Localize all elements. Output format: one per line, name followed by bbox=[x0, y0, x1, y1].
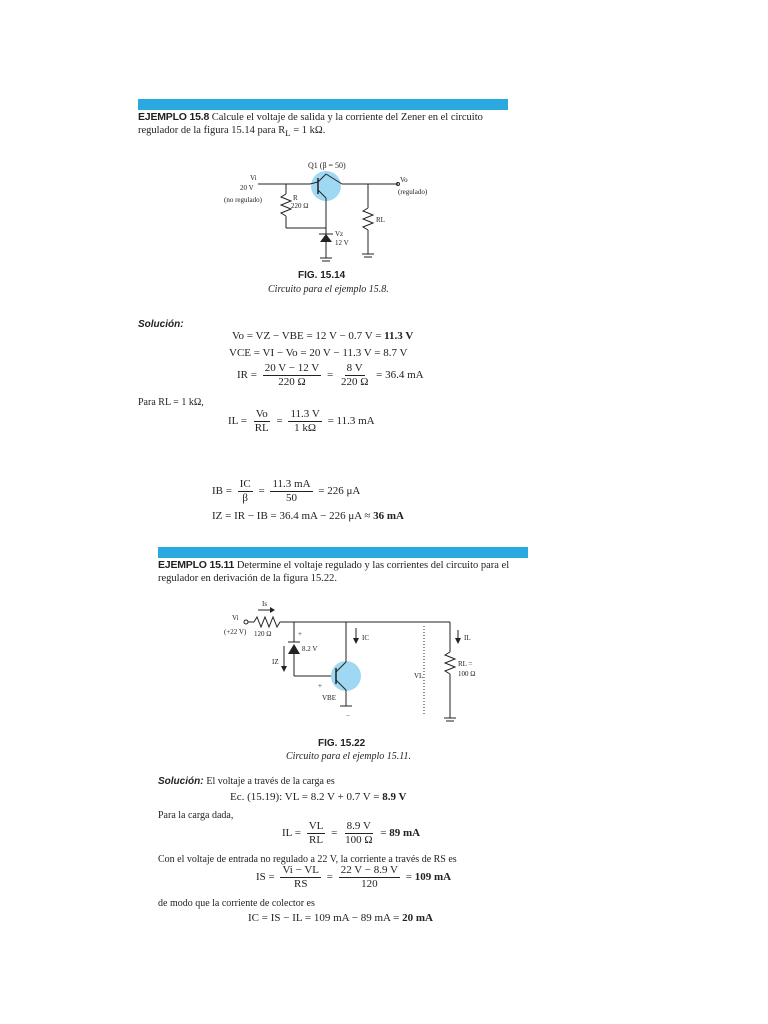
example-tag: EJEMPLO 15.11 bbox=[158, 559, 235, 571]
iz-label: IZ bbox=[272, 658, 279, 666]
vl-label: VL bbox=[414, 672, 424, 680]
fig-title-15-14: FIG. 15.14 bbox=[298, 270, 346, 281]
header-bar-1 bbox=[138, 99, 508, 110]
eq-il-2: IL = $\frac{VL}{RL}$ = $\frac{8.9 V}{100 \Omega}$ = 89 mA bbox=[282, 820, 421, 846]
rl-label: RL bbox=[376, 216, 385, 224]
eq-ib: IB = $\frac{IC}{\beta}$ = $\frac{11.3 mA}{50}$ = 226 μA bbox=[212, 478, 361, 504]
plus-sign: + bbox=[318, 682, 322, 690]
il-label: IL bbox=[464, 634, 471, 642]
header-bar-2 bbox=[158, 547, 528, 558]
eq-vce: VCE = VI − Vo = 20 V − 11.3 V = 8.7 V bbox=[229, 347, 408, 359]
eq-is: IS = $\frac{Vi - VL}{RS}$ = $\frac{22 V - 8.9 V}{120}$ = 109 mA bbox=[256, 864, 452, 890]
para-rl-text: Para RL = 1 kΩ, bbox=[138, 397, 204, 408]
circuit-fig-15-14 bbox=[218, 158, 428, 268]
rl-label: RL = bbox=[458, 660, 473, 668]
q1-label: Q1 (β = 50) bbox=[308, 161, 346, 170]
vi-label: Vi bbox=[232, 614, 239, 622]
eq-vl: Ec. (15.19): VL = 8.2 V + 0.7 V = 8.9 V bbox=[230, 791, 407, 803]
solution-label-1: Solución: bbox=[138, 319, 184, 330]
vz-value: 12 V bbox=[335, 239, 349, 247]
con-voltaje-text: Con el voltaje de entrada no regulado a 22 V, la corriente a través de RS es bbox=[158, 854, 457, 865]
example-text: Determine el voltaje regulado y las corrientes del circuito para el regulador en derivación de la figura 15.22. bbox=[158, 560, 510, 584]
minus-sign: − bbox=[346, 712, 350, 720]
solution-label-2: Solución: El voltaje a través de la carga es bbox=[158, 776, 335, 787]
vz-value: 8.2 V bbox=[302, 645, 318, 653]
vi-value: (+22 V) bbox=[224, 628, 247, 636]
vi-note: (no regulado) bbox=[224, 196, 262, 204]
rs-value: 120 Ω bbox=[254, 630, 272, 638]
vz-label: Vz bbox=[335, 230, 344, 238]
plus-sign: + bbox=[298, 630, 302, 638]
eq-il: IL = $\frac{Vo}{RL}$ = $\frac{11.3 V}{1 k\Omega}$ = 11.3 mA bbox=[228, 408, 375, 434]
r-label: R bbox=[293, 194, 298, 202]
vbe-label: VBE bbox=[322, 694, 336, 702]
eq-iz: IZ = IR − IB = 36.4 mA − 226 μA ≈ 36 mA bbox=[212, 510, 404, 522]
example-text: Calcule el voltaje de salida y la corriente del Zener en el circuito regulador de la figura 15.14 para R bbox=[138, 112, 483, 136]
example-header-1: EJEMPLO 15.8 Calcule el voltaje de salida y la corriente del Zener en el circuito regulador de la figura 15.14 para $R_L = 1$ kΩ. bbox=[138, 111, 483, 139]
fig-caption-15-22: Circuito para el ejemplo 15.11. bbox=[286, 751, 411, 762]
vo-label: Vo bbox=[400, 176, 408, 184]
vo-note: (regulado) bbox=[398, 188, 428, 196]
transistor-q1 bbox=[311, 171, 341, 201]
eq-ic: IC = IS − IL = 109 mA − 89 mA = 20 mA bbox=[248, 912, 433, 924]
r-value: 220 Ω bbox=[291, 202, 309, 210]
eq-ir: IR = $\frac{20 V - 12 V}{220 \Omega}$ = $\frac{8 V}{220 \Omega}$ = 36.4 mA bbox=[237, 362, 424, 388]
example-tag: EJEMPLO 15.8 bbox=[138, 111, 210, 123]
de-modo-text: de modo que la corriente de colector es bbox=[158, 898, 315, 909]
vi-label: Vi bbox=[250, 174, 257, 182]
fig-caption-15-14: Circuito para el ejemplo 15.8. bbox=[268, 284, 389, 295]
vi-value: 20 V bbox=[240, 184, 254, 192]
circuit-fig-15-22 bbox=[218, 596, 478, 730]
eq-vo: Vo = VZ − VBE = 12 V − 0.7 V = 11.3 V bbox=[232, 330, 414, 342]
is-label: Is bbox=[262, 600, 268, 608]
fig-title-15-22: FIG. 15.22 bbox=[318, 738, 366, 749]
ic-label: IC bbox=[362, 634, 369, 642]
para-carga-text: Para la carga dada, bbox=[158, 810, 234, 821]
example-header-2 bbox=[158, 559, 530, 585]
rl-value: 100 Ω bbox=[458, 670, 476, 678]
